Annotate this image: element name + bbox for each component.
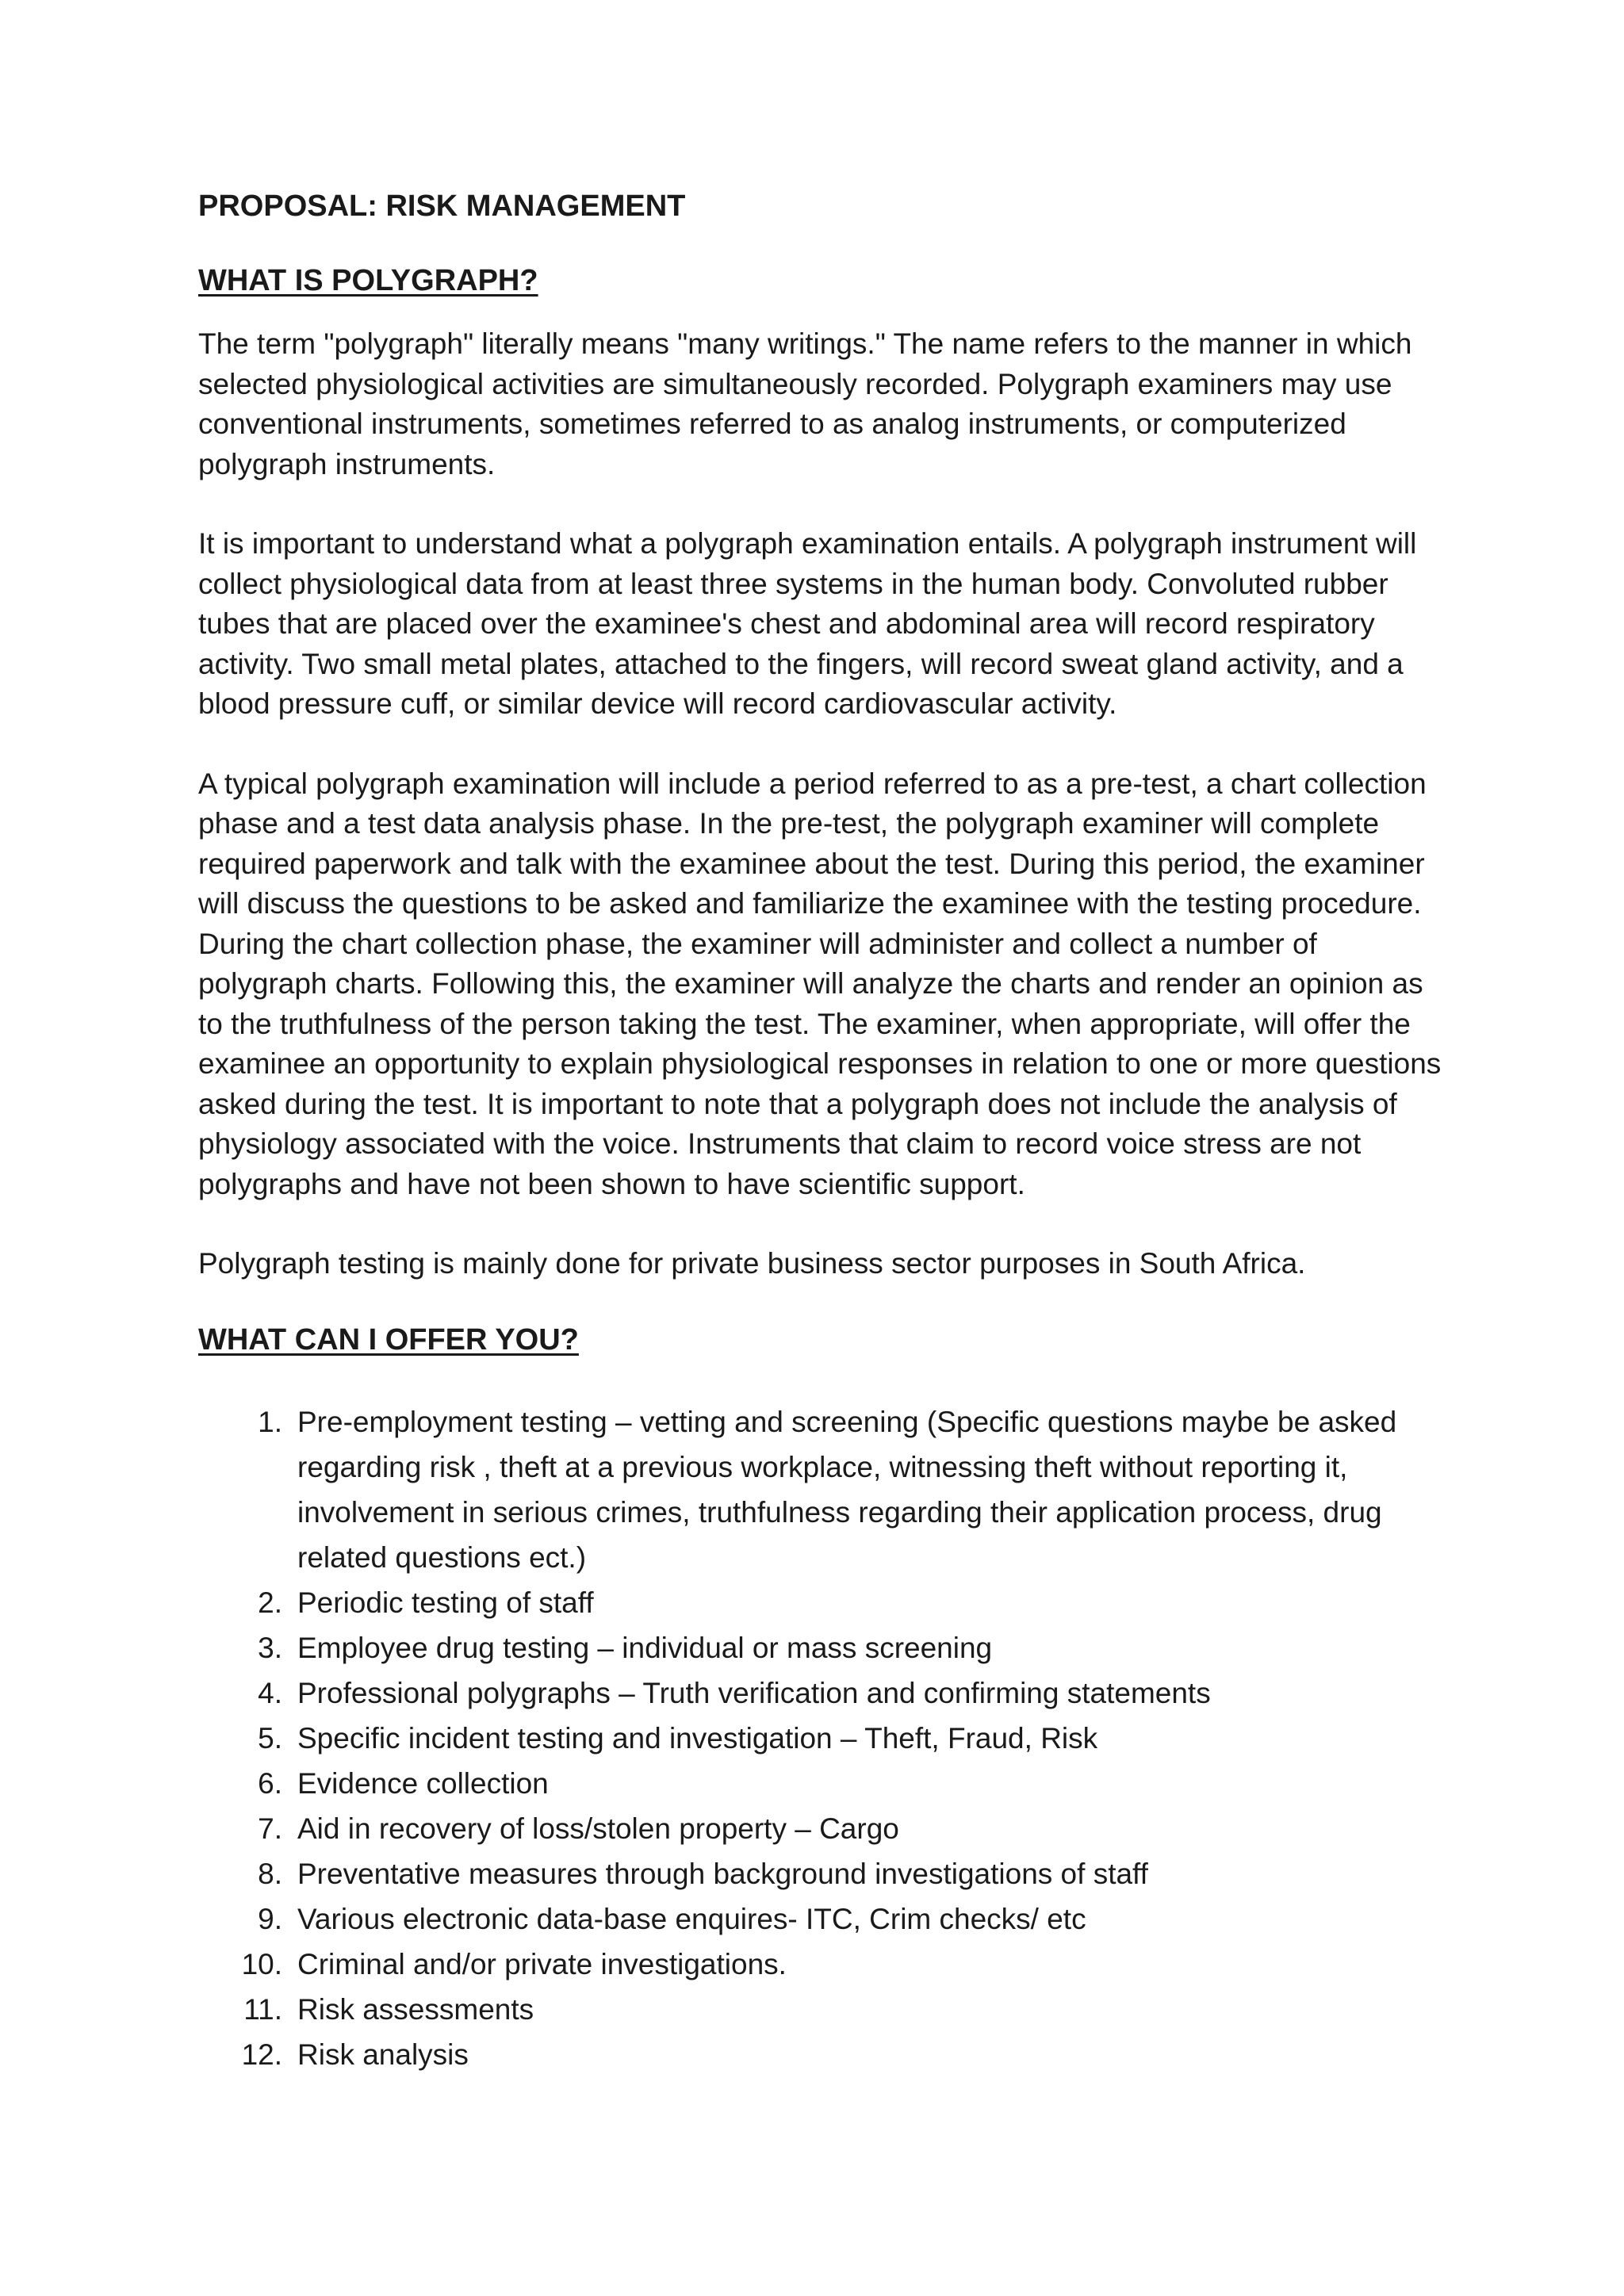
list-item: [198, 1580, 1451, 1625]
list-item: [198, 1942, 1451, 1987]
list-item-number: 5.: [258, 1721, 282, 1755]
list-item-number: 9.: [258, 1902, 282, 1935]
list-item-number: 4.: [258, 1676, 282, 1709]
list-item-number: 10.: [241, 1947, 282, 1980]
list-item-number: 1.: [258, 1405, 282, 1438]
list-item-text: Risk assessments: [297, 1992, 534, 2026]
services-list: [198, 1399, 1451, 2077]
list-item-text: Periodic testing of staff: [297, 1586, 594, 1619]
section-heading-polygraph: WHAT IS POLYGRAPH?: [198, 264, 538, 297]
list-item-number: 3.: [258, 1631, 282, 1664]
list-item: [198, 1399, 1451, 1580]
list-item: [198, 1625, 1451, 1670]
list-item-text: Criminal and/or private investigations.: [297, 1947, 787, 1980]
list-item: [198, 1806, 1451, 1851]
paragraph: The term "polygraph" literally means "many writings." The name refers to the manner in which selected physiological activities are simultaneously recorded. Polygraph examiners may use conventional instruments, sometimes referred to as analog instruments, or computerized polygraph instruments.: [198, 327, 1412, 480]
list-item-number: 2.: [258, 1586, 282, 1619]
list-item: [198, 1851, 1451, 1896]
list-item-text: Professional polygraphs – Truth verification and confirming statements: [297, 1676, 1211, 1709]
list-item-text: Evidence collection: [297, 1766, 549, 1800]
list-item: [198, 2032, 1451, 2077]
list-item-text: Risk analysis: [297, 2038, 469, 2071]
paragraph: Polygraph testing is mainly done for private business sector purposes in South Africa.: [198, 1247, 1306, 1280]
list-item-text: Preventative measures through background investigations of staff: [297, 1857, 1148, 1890]
list-item-number: 7.: [258, 1812, 282, 1845]
section-heading-offer: WHAT CAN I OFFER YOU?: [198, 1322, 579, 1357]
list-item-text: Specific incident testing and investigation – Theft, Fraud, Risk: [297, 1721, 1098, 1755]
list-item: [198, 1987, 1451, 2032]
list-item-number: 8.: [258, 1857, 282, 1890]
list-item: [198, 1670, 1451, 1716]
list-item-text: Aid in recovery of loss/stolen property – Cargo: [297, 1812, 899, 1845]
list-item-number: 6.: [258, 1766, 282, 1800]
list-item-text: Pre-employment testing – vetting and screening (Specific questions maybe be asked regarding risk , theft at a previous workplace, witnessing theft without reporting it, involvement in serious crimes, truthfulness regarding their application process, drug related questions ect.): [297, 1405, 1397, 1574]
list-item: [198, 1716, 1451, 1761]
document-title: PROPOSAL: RISK MANAGEMENT: [198, 189, 686, 223]
list-item-text: Various electronic data-base enquires- ITC, Crim checks/ etc: [297, 1902, 1086, 1935]
document-page: [198, 186, 1451, 2077]
list-item-number: 12.: [241, 2038, 282, 2071]
list-item: [198, 1761, 1451, 1806]
list-item: [198, 1896, 1451, 1942]
paragraph: A typical polygraph examination will include a period referred to as a pre-test, a chart collection phase and a test data analysis phase. In the pre-test, the polygraph examiner will complete required paperwork and talk with the examinee about the test. During this period, the examiner will discuss the questions to be asked and familiarize the examinee with the testing procedure. During the chart collection phase, the examiner will administer and collect a number of polygraph charts. Following this, the examiner will analyze the charts and render an opinion as to the truthfulness of the person taking the test. The examiner, when appropriate, will offer the examinee an opportunity to explain physiological responses in relation to one or more questions asked during the test. It is important to note that a polygraph does not include the analysis of physiology associated with the voice. Instruments that claim to record voice stress are not polygraphs and have not been shown to have scientific support.: [198, 767, 1442, 1200]
list-item-number: 11.: [243, 1992, 282, 2026]
paragraph: It is important to understand what a polygraph examination entails. A polygraph instrument will collect physiological data from at least three systems in the human body. Convoluted rubber tubes that are placed over the examinee's chest and abdominal area will record respiratory activity. Two small metal plates, attached to the fingers, will record sweat gland activity, and a blood pressure cuff, or similar device will record cardiovascular activity.: [198, 527, 1417, 720]
list-item-text: Employee drug testing – individual or mass screening: [297, 1631, 993, 1664]
